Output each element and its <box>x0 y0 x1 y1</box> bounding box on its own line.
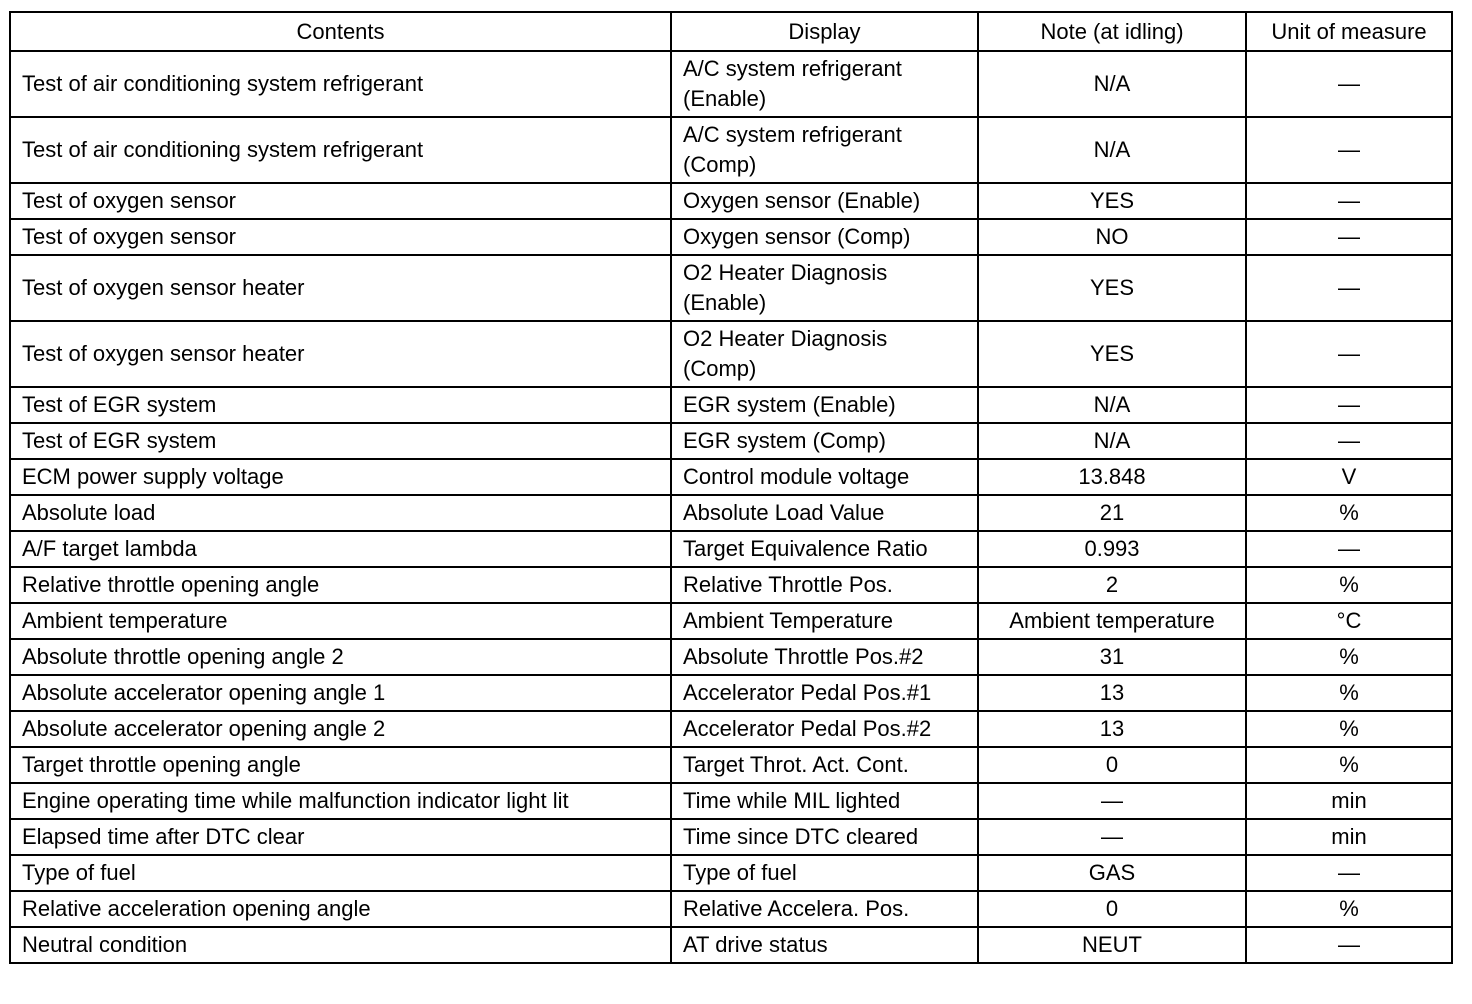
cell-unit: % <box>1246 639 1452 675</box>
table-row <box>10 459 1452 495</box>
cell-display: O2 Heater Diagnosis (Comp) <box>671 321 978 387</box>
table-row <box>10 387 1452 423</box>
cell-contents: Test of EGR system <box>10 387 671 423</box>
cell-display: Time while MIL lighted <box>671 783 978 819</box>
cell-contents: Test of oxygen sensor heater <box>10 321 671 387</box>
cell-contents: Test of EGR system <box>10 423 671 459</box>
cell-contents: Ambient temperature <box>10 603 671 639</box>
cell-unit: — <box>1246 423 1452 459</box>
cell-display: Relative Accelera. Pos. <box>671 891 978 927</box>
cell-contents: Engine operating time while malfunction indicator light lit <box>10 783 671 819</box>
cell-unit: % <box>1246 495 1452 531</box>
cell-note: N/A <box>978 117 1246 183</box>
header-note: Note (at idling) <box>978 12 1246 51</box>
cell-display: Target Equivalence Ratio <box>671 531 978 567</box>
cell-display: AT drive status <box>671 927 978 963</box>
cell-note: 13 <box>978 675 1246 711</box>
cell-contents: Relative throttle opening angle <box>10 567 671 603</box>
cell-display: A/C system refrigerant (Enable) <box>671 51 978 117</box>
cell-note: N/A <box>978 423 1246 459</box>
cell-note: 0 <box>978 747 1246 783</box>
cell-unit: — <box>1246 183 1452 219</box>
cell-display: Control module voltage <box>671 459 978 495</box>
cell-contents: Relative acceleration opening angle <box>10 891 671 927</box>
header-display: Display <box>671 12 978 51</box>
cell-note: N/A <box>978 387 1246 423</box>
cell-note: YES <box>978 255 1246 321</box>
cell-unit: — <box>1246 51 1452 117</box>
header-contents: Contents <box>10 12 671 51</box>
cell-display: Oxygen sensor (Enable) <box>671 183 978 219</box>
cell-display: Accelerator Pedal Pos.#2 <box>671 711 978 747</box>
cell-contents: Absolute accelerator opening angle 2 <box>10 711 671 747</box>
cell-unit: % <box>1246 891 1452 927</box>
header-row <box>10 12 1452 51</box>
table-row <box>10 855 1452 891</box>
table-row <box>10 567 1452 603</box>
table-row <box>10 423 1452 459</box>
cell-contents: Test of oxygen sensor <box>10 183 671 219</box>
cell-contents: Type of fuel <box>10 855 671 891</box>
cell-contents: Absolute accelerator opening angle 1 <box>10 675 671 711</box>
cell-display: Time since DTC cleared <box>671 819 978 855</box>
cell-unit: — <box>1246 321 1452 387</box>
cell-contents: A/F target lambda <box>10 531 671 567</box>
table-row <box>10 711 1452 747</box>
table-row <box>10 639 1452 675</box>
table-row <box>10 321 1452 387</box>
cell-display: O2 Heater Diagnosis (Enable) <box>671 255 978 321</box>
cell-contents: ECM power supply voltage <box>10 459 671 495</box>
table-row <box>10 219 1452 255</box>
cell-display: A/C system refrigerant (Comp) <box>671 117 978 183</box>
cell-unit: min <box>1246 783 1452 819</box>
cell-display: Ambient Temperature <box>671 603 978 639</box>
cell-display: EGR system (Enable) <box>671 387 978 423</box>
table-row <box>10 255 1452 321</box>
cell-unit: — <box>1246 387 1452 423</box>
cell-note: 31 <box>978 639 1246 675</box>
cell-contents: Elapsed time after DTC clear <box>10 819 671 855</box>
table-row <box>10 747 1452 783</box>
cell-unit: — <box>1246 219 1452 255</box>
table-row <box>10 783 1452 819</box>
cell-unit: — <box>1246 255 1452 321</box>
cell-note: YES <box>978 183 1246 219</box>
cell-contents: Neutral condition <box>10 927 671 963</box>
table-row <box>10 531 1452 567</box>
cell-contents: Test of air conditioning system refrigerant <box>10 51 671 117</box>
header-unit: Unit of measure <box>1246 12 1452 51</box>
cell-unit: °C <box>1246 603 1452 639</box>
table-row <box>10 819 1452 855</box>
cell-note: NEUT <box>978 927 1246 963</box>
cell-contents: Absolute load <box>10 495 671 531</box>
cell-display: Target Throt. Act. Cont. <box>671 747 978 783</box>
cell-unit: % <box>1246 675 1452 711</box>
cell-note: — <box>978 783 1246 819</box>
cell-unit: — <box>1246 855 1452 891</box>
cell-unit: — <box>1246 927 1452 963</box>
table-row <box>10 891 1452 927</box>
cell-contents: Test of oxygen sensor <box>10 219 671 255</box>
data-table <box>9 11 1453 964</box>
cell-display: Oxygen sensor (Comp) <box>671 219 978 255</box>
cell-display: Type of fuel <box>671 855 978 891</box>
table-row <box>10 117 1452 183</box>
table-row <box>10 183 1452 219</box>
cell-note: Ambient temperature <box>978 603 1246 639</box>
cell-unit: % <box>1246 711 1452 747</box>
cell-contents: Test of oxygen sensor heater <box>10 255 671 321</box>
cell-note: 2 <box>978 567 1246 603</box>
cell-contents: Target throttle opening angle <box>10 747 671 783</box>
cell-note: — <box>978 819 1246 855</box>
cell-display: Absolute Load Value <box>671 495 978 531</box>
cell-unit: V <box>1246 459 1452 495</box>
cell-contents: Test of air conditioning system refrigerant <box>10 117 671 183</box>
table-row <box>10 603 1452 639</box>
cell-note: 13 <box>978 711 1246 747</box>
cell-note: N/A <box>978 51 1246 117</box>
table-row <box>10 927 1452 963</box>
cell-display: Relative Throttle Pos. <box>671 567 978 603</box>
cell-display: Accelerator Pedal Pos.#1 <box>671 675 978 711</box>
cell-contents: Absolute throttle opening angle 2 <box>10 639 671 675</box>
cell-unit: % <box>1246 747 1452 783</box>
cell-note: GAS <box>978 855 1246 891</box>
cell-unit: — <box>1246 117 1452 183</box>
table-row <box>10 495 1452 531</box>
cell-display: Absolute Throttle Pos.#2 <box>671 639 978 675</box>
cell-unit: — <box>1246 531 1452 567</box>
cell-unit: % <box>1246 567 1452 603</box>
cell-note: 21 <box>978 495 1246 531</box>
table-row <box>10 675 1452 711</box>
cell-note: 13.848 <box>978 459 1246 495</box>
cell-note: 0 <box>978 891 1246 927</box>
table-row <box>10 51 1452 117</box>
cell-note: 0.993 <box>978 531 1246 567</box>
cell-unit: min <box>1246 819 1452 855</box>
cell-display: EGR system (Comp) <box>671 423 978 459</box>
cell-note: YES <box>978 321 1246 387</box>
cell-note: NO <box>978 219 1246 255</box>
